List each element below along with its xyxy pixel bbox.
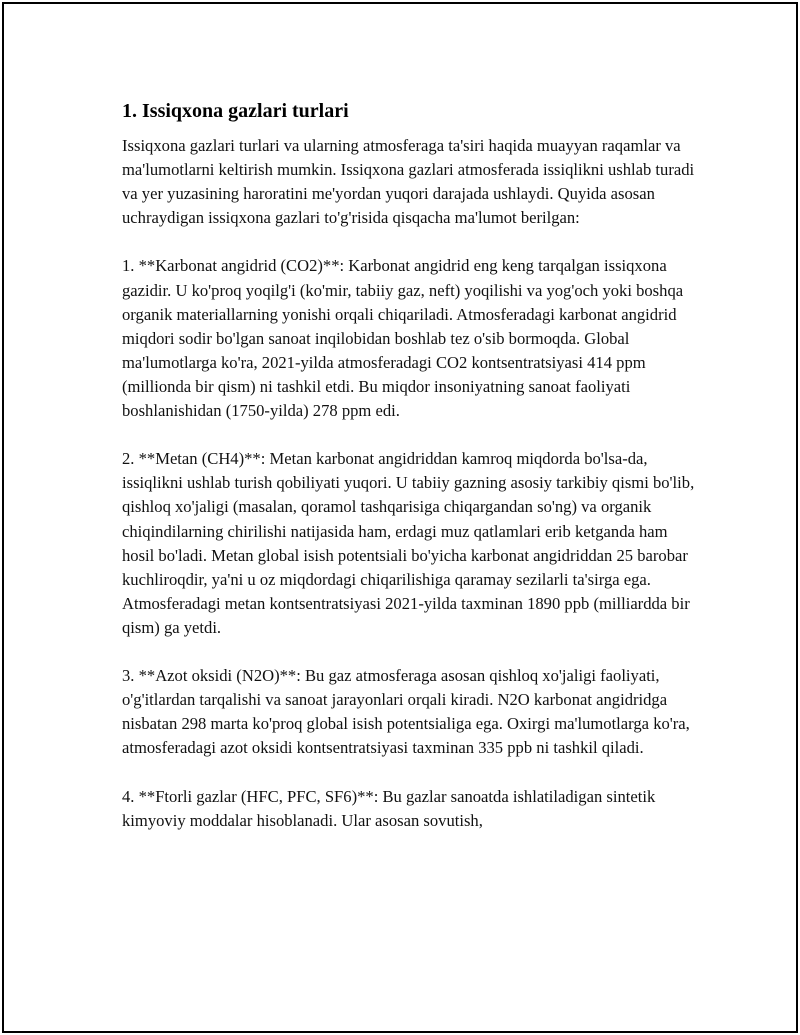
page-frame [2,2,798,1033]
fluorinated-gases-paragraph: 4. **Ftorli gazlar (HFC, PFC, SF6)**: Bu gazlar sanoatda ishlatiladigan sintetik kimyoviy moddalar hisoblanadi. Ular asosan sovutish, [122,786,656,830]
section-heading: 1. Issiqxona gazlari turlari [122,100,349,122]
nitrous-oxide-paragraph: 3. **Azot oksidi (N2O)**: Bu gaz atmosferaga asosan qishloq xo'jaligi faoliyati, o'g'itlardan tarqalishi va sanoat jarayonlari orqali kiradi. N2O karbonat angidridga nisbatan 298 marta ko'proq global isish potentsialiga ega. Oxirgi ma'lumotlarga ko'ra, atmosferadagi azot oksidi kontsentratsiyasi taxminan 335 ppb ni tashkil qiladi. [122,666,690,758]
intro-paragraph: Issiqxona gazlari turlari va ularning atmosferaga ta'siri haqida muayyan raqamlar va ma'lumotlarni keltirish mumkin. Issiqxona gazlari atmosferada issiqlikni ushlab turadi va yer yuzasining haroratini me'yordan yuqori darajada ushlaydi. Quyida asosan uchraydigan issiqxona gazlari to'g'risida qisqacha ma'lumot berilgan: [122,136,695,228]
carbon-dioxide-paragraph: 1. **Karbonat angidrid (CO2)**: Karbonat angidrid eng keng tarqalgan issiqxona gazidir. U ko'proq yoqilg'i (ko'mir, tabiiy gaz, neft) yoqilishi va yog'och yoki boshqa organik materiallarning yonishi orqali chiqariladi. Atmosferadagi karbonat angidrid miqdori sodir bo'lgan sanoat inqilobidan boshlab tez o'sib bormoqda. Global ma'lumotlarga ko'ra, 2021-yilda atmosferadagi CO2 kontsentratsiyasi 414 ppm (millionda bir qism) ni tashkil etdi. Bu miqdor insoniyatning sanoat faoliyati boshlanishidan (1750-yilda) 278 ppm edi. [122,256,684,421]
methane-paragraph: 2. **Metan (CH4)**: Metan karbonat angidriddan kamroq miqdorda bo'lsa-da, issiqlikni ushlab turish qobiliyati yuqori. U tabiiy gazning asosiy tarkibiy qismi bo'lib, qishloq xo'jaligi (masalan, qoramol tashqarisiga chiqargandan so'ng) va organik chiqindilarning chirilishi natijasida ham, erdagi muz qatlamlari erib ketganda ham hosil bo'ladi. Metan global isish potentsiali bo'yicha karbonat angidriddan 25 barobar kuchliroqdir, ya'ni u oz miqdordagi chiqarilishiga qaramay sezilarli ta'sirga ega. Atmosferadagi metan kontsentratsiyasi 2021-yilda taxminan 1890 ppb (milliardda bir qism) ga yetdi. [122,449,695,637]
page-content [122,98,702,857]
